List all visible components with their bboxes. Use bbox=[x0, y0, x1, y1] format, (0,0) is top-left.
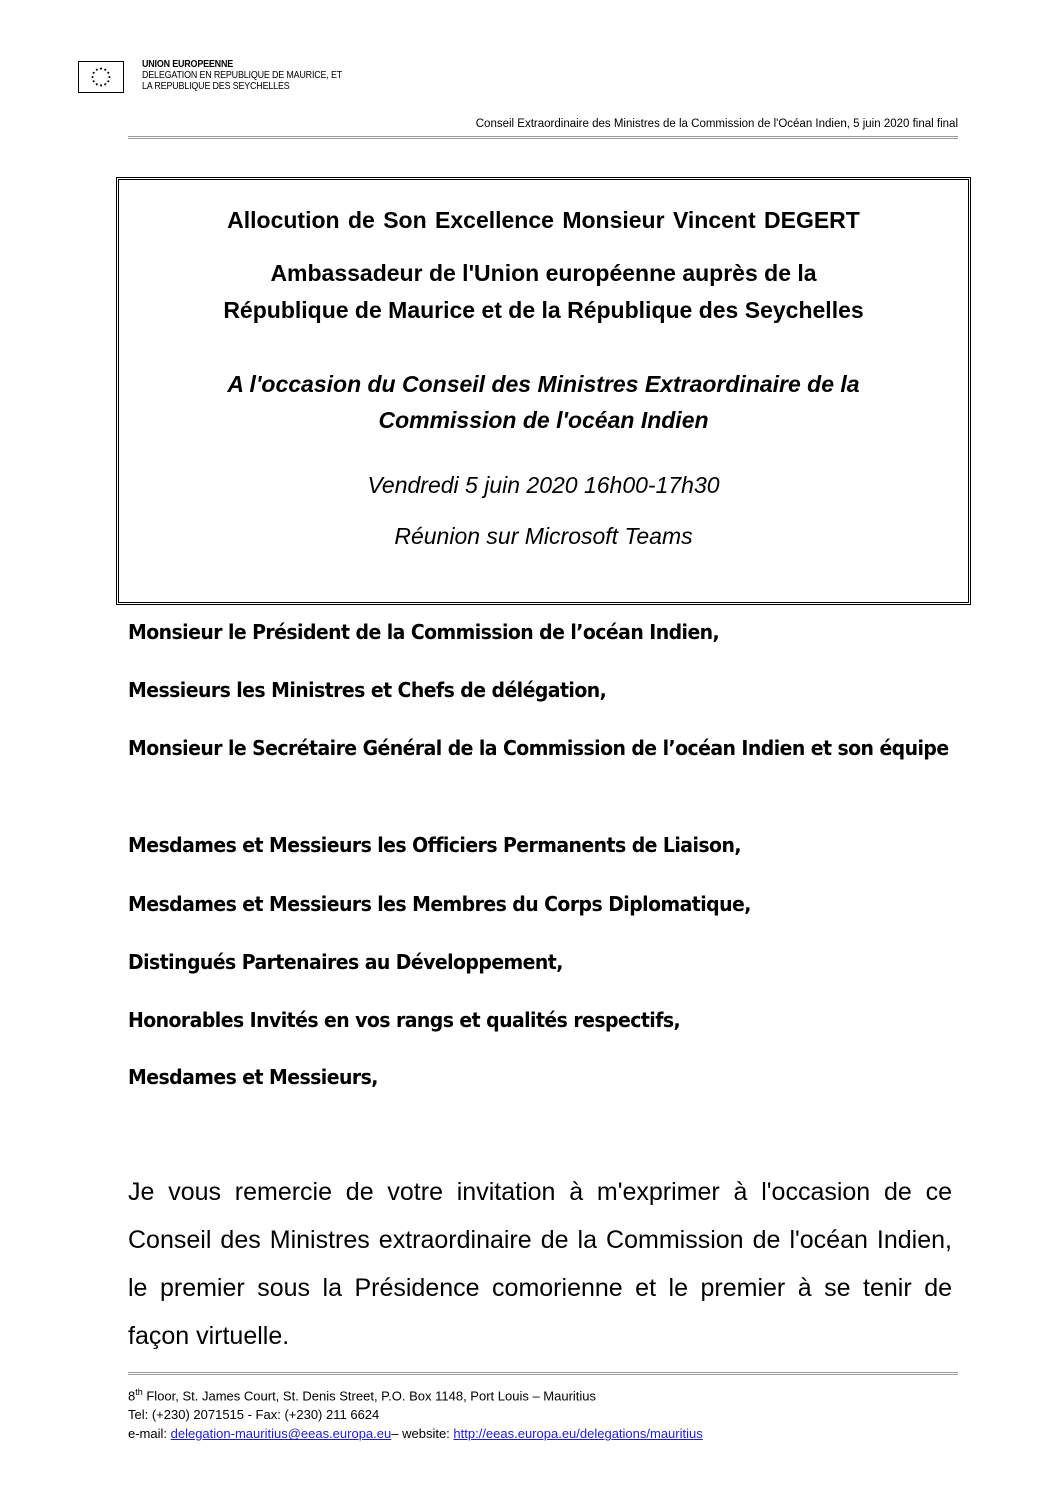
salutation-line: Mesdames et Messieurs les Membres du Corps Diplomatique, bbox=[128, 892, 751, 916]
document-reference: Conseil Extraordinaire des Ministres de la Commission de l'Océan Indien, 5 juin 2020 final final bbox=[475, 118, 958, 130]
salutation-line: Mesdames et Messieurs les Officiers Permanents de Liaison, bbox=[128, 833, 741, 857]
salutation-line: Distingués Partenaires au Développement, bbox=[128, 950, 563, 974]
address-floor: 8 bbox=[128, 1388, 136, 1404]
speech-paragraph: Je vous remercie de votre invitation à m'exprimer à l'occasion de ce Conseil des Ministres extraordinaire de la Commission de l'océan Indien, le premier sous la Présidence comorienne et le premier à se tenir de façon virtuelle. bbox=[128, 1178, 952, 1350]
eu-flag-icon bbox=[78, 61, 124, 93]
footer-divider bbox=[128, 1372, 958, 1375]
organization-name: UNION EUROPEENNE bbox=[142, 58, 234, 70]
occasion bbox=[119, 366, 968, 438]
event-date: Vendredi 5 juin 2020 16h00-17h30 bbox=[367, 472, 720, 498]
speaker-role bbox=[119, 255, 968, 329]
email-link[interactable]: delegation-mauritius@eeas.europa.eu bbox=[170, 1426, 392, 1442]
footer bbox=[128, 1383, 703, 1443]
speaker-role-line: Ambassadeur de l'Union européenne auprès de la bbox=[270, 260, 817, 286]
salutation-line: Honorables Invités en vos rangs et qualités respectifs, bbox=[128, 1008, 681, 1032]
header-divider bbox=[128, 136, 958, 139]
salutation-line: Messieurs les Ministres et Chefs de délégation, bbox=[128, 678, 607, 702]
occasion-line: Commission de l'océan Indien bbox=[378, 407, 709, 433]
address-text: Floor, St. James Court, St. Denis Street, P.O. Box 1148, Port Louis – Mauritius bbox=[142, 1388, 597, 1404]
salutation-line: Mesdames et Messieurs, bbox=[128, 1065, 378, 1089]
footer-address bbox=[128, 1383, 703, 1405]
address-ordinal: th bbox=[135, 1387, 143, 1397]
event-venue: Réunion sur Microsoft Teams bbox=[394, 523, 693, 549]
occasion-line: A l'occasion du Conseil des Ministres Extraordinaire de la bbox=[227, 371, 860, 397]
email-label: e-mail: bbox=[128, 1426, 171, 1442]
salutation-line: Monsieur le Président de la Commission de l’océan Indien, bbox=[128, 620, 720, 644]
delegation-line-2: LA REPUBLIQUE DES SEYCHELLES bbox=[142, 80, 290, 92]
footer-contact bbox=[128, 1424, 703, 1443]
footer-phone: Tel: (+230) 2071515 - Fax: (+230) 211 6624 bbox=[128, 1407, 380, 1423]
website-label: – website: bbox=[391, 1426, 454, 1442]
website-link[interactable]: http://eeas.europa.eu/delegations/mauritius bbox=[453, 1426, 703, 1442]
salutation-line: Monsieur le Secrétaire Général de la Commission de l’océan Indien et son équipe bbox=[128, 736, 949, 760]
title-box bbox=[116, 177, 971, 605]
organization-name-block bbox=[142, 59, 342, 92]
speech-title: Allocution de Son Excellence Monsieur Vincent DEGERT bbox=[227, 207, 860, 233]
delegation-line: DELEGATION EN REPUBLIQUE DE MAURICE, ET bbox=[142, 69, 343, 81]
speaker-role-line: République de Maurice et de la République des Seychelles bbox=[223, 297, 864, 323]
